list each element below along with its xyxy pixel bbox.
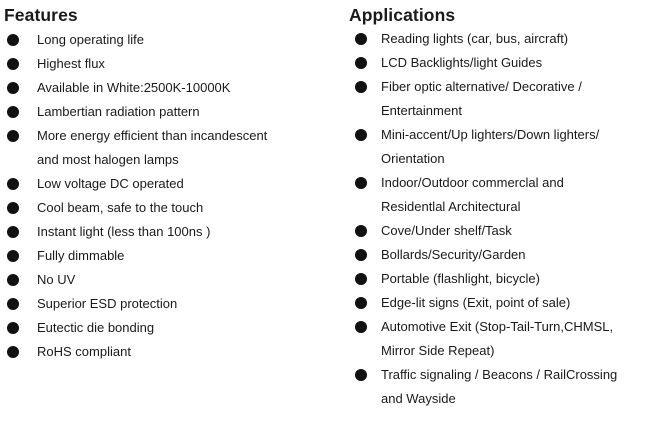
bullet-icon <box>7 226 19 238</box>
bullet-icon <box>7 346 19 358</box>
list-item-text <box>37 340 131 364</box>
list-item-text <box>37 52 105 76</box>
list-item-text <box>381 75 582 123</box>
list-item-line: Highest flux <box>37 56 105 71</box>
list-item-line: and most halogen lamps <box>37 152 179 167</box>
applications-heading: Applications <box>349 5 456 25</box>
list-item-line: Entertainment <box>381 103 462 118</box>
list-item-line: and Wayside <box>381 391 456 406</box>
bullet-icon <box>7 298 19 310</box>
bullet-icon <box>355 369 367 381</box>
bullet-icon <box>355 129 367 141</box>
list-item-line: Available in White:2500K-10000K <box>37 80 231 95</box>
list-item-text <box>37 76 230 100</box>
bullet-icon <box>7 130 19 142</box>
list-item-line: Cool beam, safe to the touch <box>37 200 204 215</box>
list-item-line: Mirror Side Repeat) <box>381 343 495 358</box>
list-item-text <box>381 267 540 291</box>
bullet-icon <box>355 273 367 285</box>
bullet-icon <box>7 274 19 286</box>
list-item-text <box>37 220 210 244</box>
list-item-line: Mini-accent/Up lighters/Down lighters/ <box>381 127 600 142</box>
list-item-line: Eutectic die bonding <box>37 320 155 335</box>
list-item-text <box>37 100 200 124</box>
list-item-line: RoHS compliant <box>37 344 131 359</box>
list-item-text <box>381 243 526 267</box>
list-item-text <box>381 315 613 363</box>
bullet-icon <box>7 250 19 262</box>
list-item-text <box>37 316 154 340</box>
bullet-icon <box>7 58 19 70</box>
bullet-icon <box>355 57 367 69</box>
list-item-text <box>37 292 177 316</box>
list-item-text <box>381 51 542 75</box>
list-item-line: Edge-lit signs (Exit, point of sale) <box>381 295 571 310</box>
list-item-line: LCD Backlights/light Guides <box>381 55 543 70</box>
list-item-line: Lambertian radiation pattern <box>37 104 200 119</box>
list-item-line: Low voltage DC operated <box>37 176 184 191</box>
bullet-icon <box>355 297 367 309</box>
list-item-text <box>37 28 144 52</box>
list-item-line: No UV <box>37 272 76 287</box>
list-item-line: More energy efficient than incandescent <box>37 128 268 143</box>
list-item-line: Fiber optic alternative/ Decorative / <box>381 79 582 94</box>
list-item-text <box>381 291 570 315</box>
bullet-icon <box>355 81 367 93</box>
list-item-line: Superior ESD protection <box>37 296 178 311</box>
list-item-line: Residentlal Architectural <box>381 199 521 214</box>
list-item-text <box>37 124 267 172</box>
list-item-line: Traffic signaling / Beacons / RailCrossing <box>381 367 618 382</box>
bullet-icon <box>355 321 367 333</box>
bullet-icon <box>7 106 19 118</box>
list-item-text <box>381 171 564 219</box>
list-item-text <box>381 363 617 411</box>
bullet-icon <box>355 225 367 237</box>
list-item-line: Reading lights (car, bus, aircraft) <box>381 31 569 46</box>
bullet-icon <box>7 82 19 94</box>
bullet-icon <box>355 177 367 189</box>
list-item-line: Indoor/Outdoor commerclal and <box>381 175 564 190</box>
list-item-line: Automotive Exit (Stop-Tail-Turn,CHMSL, <box>381 319 614 334</box>
list-item-line: Instant light (less than 100ns ) <box>37 224 211 239</box>
bullet-icon <box>7 322 19 334</box>
list-item-line: Bollards/Security/Garden <box>381 247 526 262</box>
bullet-icon <box>7 34 19 46</box>
bullet-icon <box>355 249 367 261</box>
list-item-text <box>37 172 184 196</box>
list-item-line: Fully dimmable <box>37 248 125 263</box>
list-item-text <box>37 196 203 220</box>
list-item-text <box>37 244 124 268</box>
list-item-text <box>37 268 75 292</box>
bullet-icon <box>355 33 367 45</box>
list-item-line: Cove/Under shelf/Task <box>381 223 512 238</box>
list-item-text <box>381 219 512 243</box>
list-item-line: Long operating life <box>37 32 144 47</box>
list-item-text <box>381 27 568 51</box>
features-heading: Features <box>4 5 78 25</box>
list-item-text <box>381 123 599 171</box>
list-item-line: Portable (flashlight, bicycle) <box>381 271 540 286</box>
bullet-icon <box>7 178 19 190</box>
bullet-icon <box>7 202 19 214</box>
list-item-line: Orientation <box>381 151 445 166</box>
